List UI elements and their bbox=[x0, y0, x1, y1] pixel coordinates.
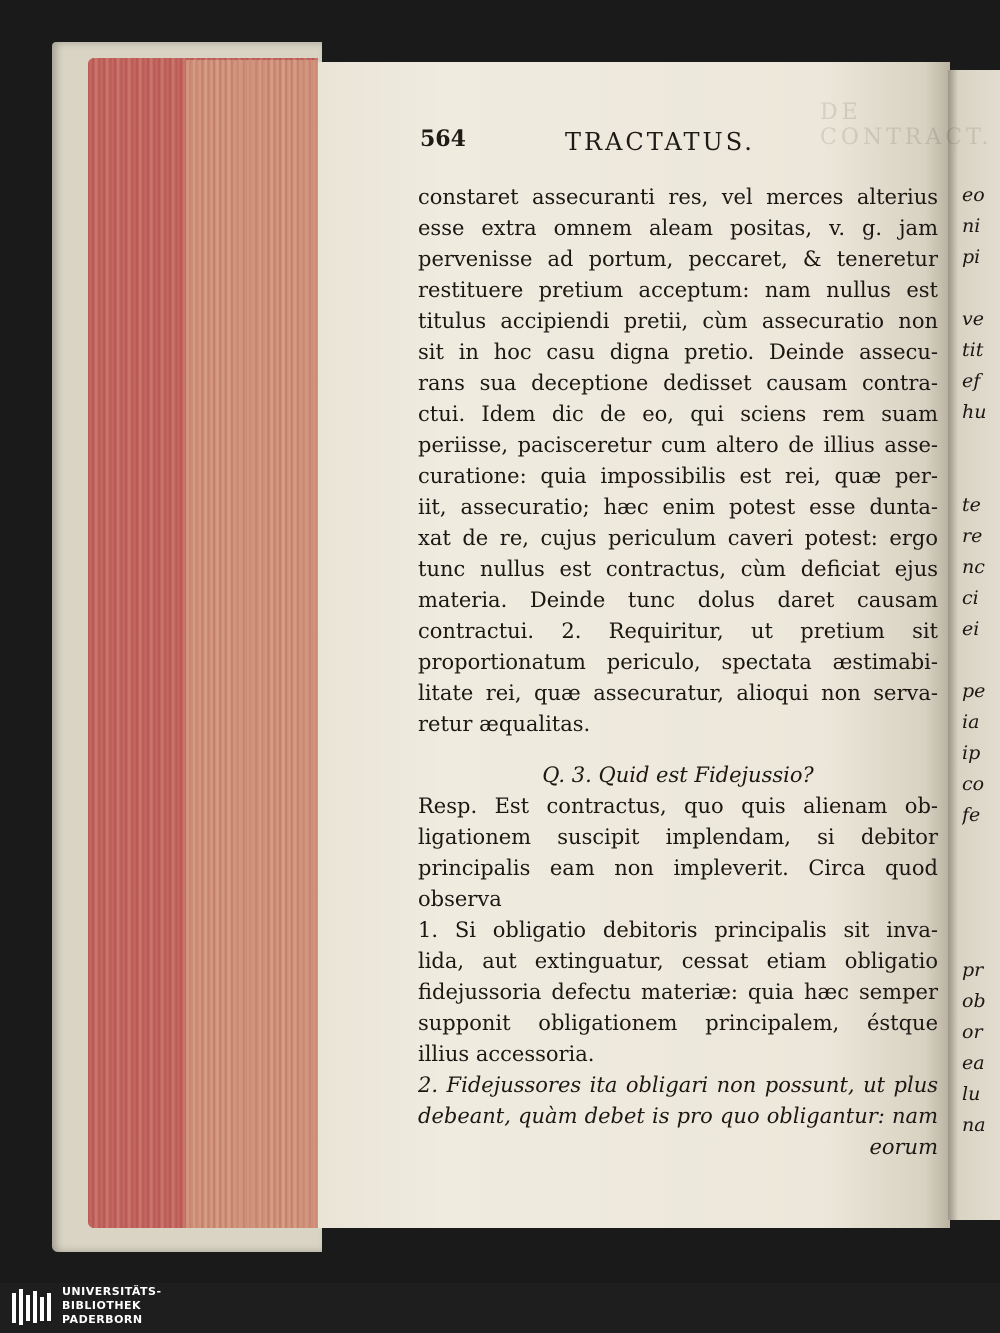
library-footer bbox=[0, 1283, 1000, 1333]
facing-fragment: ea bbox=[962, 1052, 985, 1074]
facing-fragment: ip bbox=[962, 742, 981, 764]
text-line: principalis eam non impleverit. Circa quod bbox=[418, 856, 938, 880]
facing-fragment: co bbox=[962, 773, 985, 795]
facing-fragment: ni bbox=[962, 215, 981, 237]
text-line: tunc nullus est contractus, cùm deficiat ejus bbox=[418, 557, 938, 581]
library-name-line: BIBLIOTHEK bbox=[62, 1299, 142, 1312]
facing-fragment: eo bbox=[962, 184, 985, 206]
facing-fragment bbox=[962, 862, 1000, 893]
facing-fragment: ei bbox=[962, 618, 980, 640]
text-line: litate rei, quæ assecuratur, alioqui non serva- bbox=[418, 681, 938, 705]
facing-fragment bbox=[962, 459, 1000, 490]
text-line: materia. Deinde tunc dolus daret causam bbox=[418, 588, 938, 612]
text-line: titulus accipiendi pretii, cùm assecuratio non bbox=[418, 309, 938, 333]
text-line: periisse, pacisceretur cum altero de illius asse- bbox=[418, 433, 938, 457]
facing-fragment: re bbox=[962, 525, 983, 547]
library-logo-icon bbox=[10, 1287, 54, 1327]
text-line: illius accessoria. bbox=[418, 1042, 595, 1066]
facing-fragment: pr bbox=[962, 959, 984, 981]
facing-fragment bbox=[962, 428, 1000, 459]
facing-fragment: lu bbox=[962, 1083, 981, 1105]
page-edge-highlight bbox=[186, 60, 318, 1228]
page-text bbox=[418, 182, 938, 1163]
text-line: 2. Fidejussores ita obligari non possunt, ut plus bbox=[418, 1073, 938, 1097]
library-name-line: UNIVERSITÄTS- bbox=[62, 1285, 162, 1298]
page-number: 564 bbox=[420, 126, 466, 152]
facing-fragment bbox=[962, 924, 1000, 955]
facing-fragment: ef bbox=[962, 370, 981, 392]
text-line: lida, aut extinguatur, cessat etiam obligatio bbox=[418, 949, 938, 973]
text-line: xat de re, cujus periculum caveri potest: ergo bbox=[418, 526, 938, 550]
facing-fragment: tit bbox=[962, 339, 984, 361]
facing-fragment bbox=[962, 273, 1000, 304]
library-name bbox=[62, 1285, 162, 1327]
facing-fragment: ia bbox=[962, 711, 980, 733]
facing-fragment: ci bbox=[962, 587, 979, 609]
question-heading: Q. 3. Quid est Fidejussio? bbox=[542, 763, 814, 787]
facing-fragment bbox=[962, 893, 1000, 924]
text-line: esse extra omnem aleam positas, v. g. jam bbox=[418, 216, 938, 240]
facing-page-text bbox=[962, 180, 1000, 1141]
library-name-line: PADERBORN bbox=[62, 1313, 143, 1326]
facing-fragment: na bbox=[962, 1114, 986, 1136]
facing-fragment: ve bbox=[962, 308, 984, 330]
text-line: constaret assecuranti res, vel merces alterius bbox=[418, 185, 938, 209]
facing-fragment: pe bbox=[962, 680, 986, 702]
text-line: fidejussoria defectu materiæ: quia hæc semper bbox=[418, 980, 938, 1004]
facing-fragment: or bbox=[962, 1021, 983, 1043]
running-title: TRACTATUS. bbox=[565, 128, 755, 156]
bleed-through-text: DE CONTRACT. bbox=[820, 100, 993, 150]
text-line: curatione: quia impossibilis est rei, quæ per- bbox=[418, 464, 938, 488]
text-line: ctui. Idem dic de eo, qui sciens rem suam bbox=[418, 402, 938, 426]
text-line: debeant, quàm debet is pro quo obligantur: nam bbox=[418, 1104, 938, 1128]
text-line: observa bbox=[418, 887, 502, 911]
catchword: eorum bbox=[869, 1135, 938, 1159]
text-line: Resp. Est contractus, quo quis alienam ob- bbox=[418, 794, 938, 818]
page-header bbox=[420, 126, 940, 162]
text-line: iit, assecuratio; hæc enim potest esse dunta- bbox=[418, 495, 938, 519]
text-line: contractui. 2. Requiritur, ut pretium sit bbox=[418, 619, 938, 643]
text-line: ligationem suscipit implendam, si debitor bbox=[418, 825, 938, 849]
text-line: restituere pretium acceptum: nam nullus est bbox=[418, 278, 938, 302]
facing-fragment: te bbox=[962, 494, 981, 516]
facing-fragment: pi bbox=[962, 246, 981, 268]
text-line: proportionatum periculo, spectata æstimabi- bbox=[418, 650, 938, 674]
text-line: supponit obligationem principalem, éstque bbox=[418, 1011, 938, 1035]
text-line: 1. Si obligatio debitoris principalis sit inva- bbox=[418, 918, 938, 942]
text-line: pervenisse ad portum, peccaret, & teneretur bbox=[418, 247, 938, 271]
facing-fragment bbox=[962, 831, 1000, 862]
text-line: rans sua deceptione dedisset causam contra- bbox=[418, 371, 938, 395]
text-line: sit in hoc casu digna pretio. Deinde assecu- bbox=[418, 340, 938, 364]
facing-fragment: hu bbox=[962, 401, 987, 423]
facing-fragment: fe bbox=[962, 804, 981, 826]
text-line: retur æqualitas. bbox=[418, 712, 591, 736]
facing-fragment: nc bbox=[962, 556, 985, 578]
facing-fragment bbox=[962, 645, 1000, 676]
facing-fragment: ob bbox=[962, 990, 986, 1012]
